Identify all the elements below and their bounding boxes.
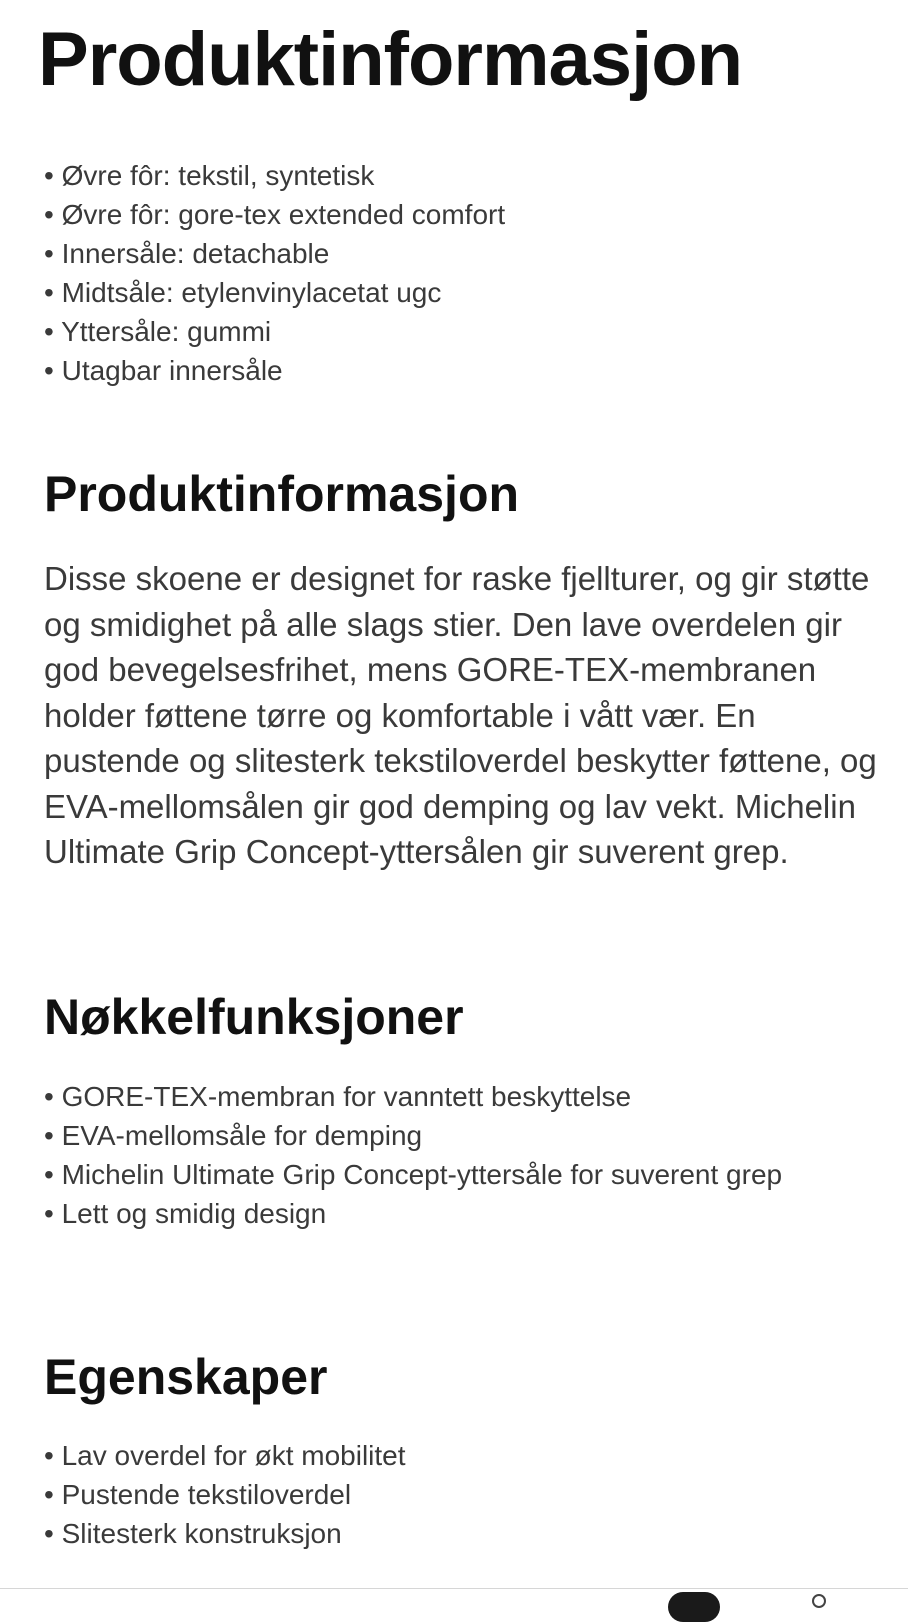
key-features-list: [44, 1077, 864, 1233]
list-item: • Lett og smidig design: [44, 1194, 864, 1233]
list-item: • Lav overdel for økt mobilitet: [44, 1436, 864, 1475]
list-item: • GORE-TEX-membran for vanntett beskyttelse: [44, 1077, 864, 1116]
product-info-heading: Produktinformasjon: [44, 466, 520, 522]
list-item: • Pustende tekstiloverdel: [44, 1475, 864, 1514]
bottom-toolbar: [0, 1588, 908, 1601]
key-features-heading: Nøkkelfunksjoner: [44, 989, 464, 1045]
properties-heading: Egenskaper: [44, 1349, 328, 1405]
properties-list: [44, 1436, 864, 1553]
toolbar-icon[interactable]: [812, 1594, 826, 1608]
toolbar-button[interactable]: [668, 1592, 720, 1622]
page-title: Produktinformasjon: [38, 17, 743, 102]
list-item: • Øvre fôr: tekstil, syntetisk: [44, 156, 864, 195]
list-item: • EVA-mellomsåle for demping: [44, 1116, 864, 1155]
list-item: • Michelin Ultimate Grip Concept-yttersåle for suverent grep: [44, 1155, 864, 1194]
product-description: Disse skoene er designet for raske fjellturer, og gir støtte og smidighet på alle slags stier. Den lave overdelen gir god bevegelsesfrihet, mens GORE-TEX-membranen holder føttene tørre og komfortable i vått vær. En pustende og slitesterk tekstiloverdel beskytter føttene, og EVA-mellomsålen gir god demping og lav vekt. Michelin Ultimate Grip Concept-yttersålen gir suverent grep.: [44, 560, 877, 870]
materials-list: [44, 156, 864, 390]
list-item: • Utagbar innersåle: [44, 351, 864, 390]
list-item: • Øvre fôr: gore-tex extended comfort: [44, 195, 864, 234]
list-item: • Midtsåle: etylenvinylacetat ugc: [44, 273, 864, 312]
list-item: • Slitesterk konstruksjon: [44, 1514, 864, 1553]
list-item: • Yttersåle: gummi: [44, 312, 864, 351]
list-item: • Innersåle: detachable: [44, 234, 864, 273]
